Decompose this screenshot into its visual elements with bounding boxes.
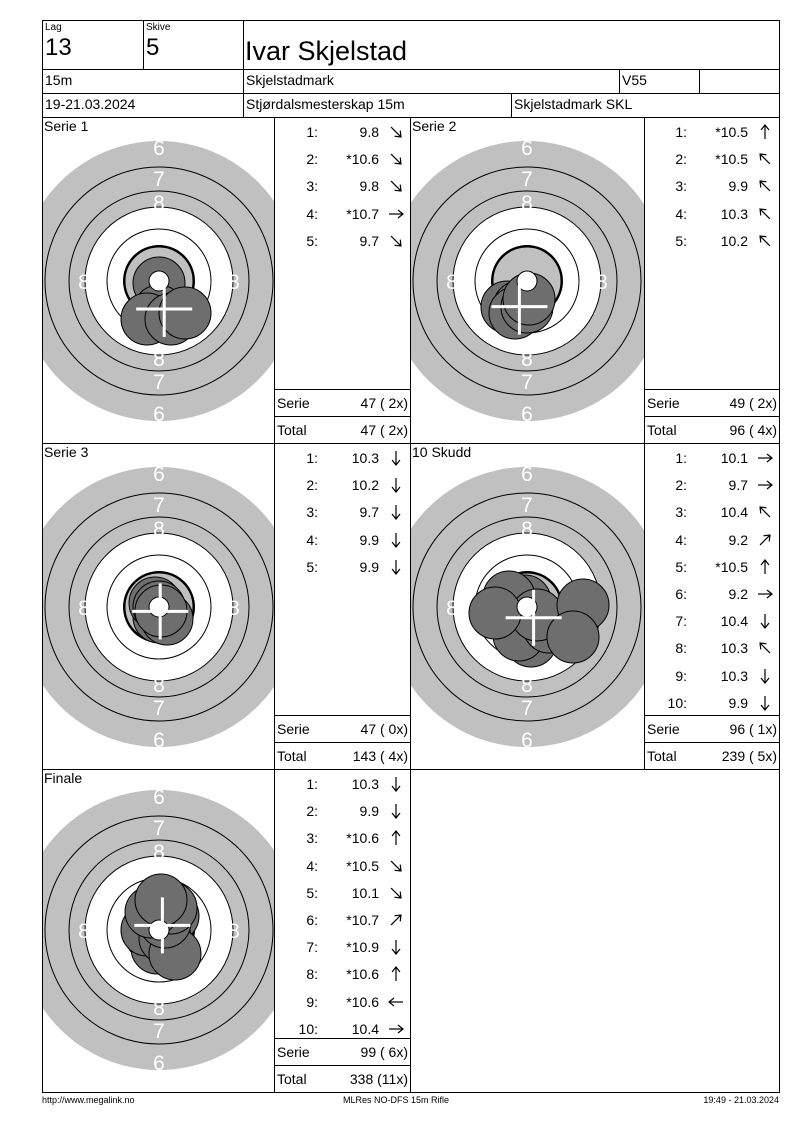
shot-number: 4: [306, 205, 318, 222]
direction-arrow-icon [386, 557, 406, 577]
footer-timestamp: 19:49 - 21.03.2024 [703, 1095, 779, 1105]
shot-number: 3: [675, 504, 687, 521]
target-diagram [411, 118, 645, 444]
direction-arrow-icon [386, 992, 406, 1012]
shot-list-serie-1 [274, 117, 411, 444]
direction-arrow-icon [386, 801, 406, 821]
series-sum-value: 49 ( 2x) [729, 395, 777, 411]
ring-label: 8 [153, 674, 165, 697]
shot-number: 1: [306, 776, 318, 792]
center-dot [149, 920, 169, 940]
series-sum-label: Serie [277, 721, 310, 737]
direction-arrow-icon [386, 204, 406, 224]
series-total-value: 143 ( 4x) [352, 748, 408, 764]
target-10-skudd [410, 443, 645, 770]
direction-arrow-icon [386, 774, 406, 794]
direction-arrow-icon [386, 149, 406, 169]
event: Stjørdalsmesterskap 15m [246, 96, 405, 112]
shot-list-serie-3 [274, 443, 411, 770]
shot-value: 10.4 [720, 504, 748, 521]
shot-row [645, 228, 779, 254]
shot-value: 10.4 [720, 613, 748, 630]
shot-value: 9.9 [728, 694, 748, 711]
shot-value: *10.5 [715, 124, 748, 140]
series-sum-value: 47 ( 0x) [360, 721, 408, 737]
series-title: Serie 1 [44, 118, 89, 134]
series-sum-label: Serie [647, 721, 680, 737]
direction-arrow-icon [386, 828, 406, 848]
ring-label: 6 [153, 729, 165, 752]
direction-arrow-icon [386, 856, 406, 876]
ring-label: 8 [446, 597, 458, 620]
series-total [275, 1065, 410, 1093]
shot-number: 7: [306, 939, 318, 956]
shot-value: 10.1 [720, 450, 748, 466]
distance: 15m [45, 72, 73, 88]
shot-value: 9.9 [359, 558, 379, 575]
shot-number: 4: [675, 205, 687, 222]
ring-label: 6 [521, 137, 533, 160]
direction-arrow-icon [755, 502, 775, 522]
direction-arrow-icon [755, 611, 775, 631]
shot-row [275, 853, 410, 879]
series-sum [275, 389, 410, 417]
date: 19-21.03.2024 [45, 96, 136, 112]
series-total-label: Total [277, 422, 307, 438]
direction-arrow-icon [755, 149, 775, 169]
ring-label: 8 [228, 597, 240, 620]
ring-label: 7 [153, 494, 165, 517]
shot-value: 10.3 [720, 667, 748, 684]
series-sum-value: 47 ( 2x) [360, 395, 408, 411]
ring-label: 8 [228, 920, 240, 943]
shot-value: 10.3 [351, 450, 379, 466]
shot-number: 9: [675, 667, 687, 684]
shot-row [275, 798, 410, 824]
class: V55 [622, 72, 647, 88]
shot-row [645, 499, 779, 525]
shot-row [645, 119, 779, 145]
series-total [645, 416, 779, 444]
lag-label: Lag [45, 22, 62, 33]
direction-arrow-icon [755, 557, 775, 577]
ring-label: 6 [153, 403, 165, 426]
ring-label: 8 [596, 271, 608, 294]
shot-row [645, 581, 779, 607]
shot-number: 8: [675, 640, 687, 657]
shot-value: *10.7 [346, 912, 379, 928]
shot-number: 5: [306, 232, 318, 249]
direction-arrow-icon [386, 883, 406, 903]
shot-number: 5: [306, 558, 318, 575]
target-diagram [411, 444, 645, 770]
shot-number: 2: [675, 477, 687, 494]
series-title: Serie 3 [44, 444, 89, 460]
shot-value: 9.2 [728, 531, 748, 548]
footer-software: MLRes NO-DFS 15m Rifle [343, 1095, 450, 1105]
shot-value: 9.2 [728, 586, 748, 602]
shot-number: 3: [306, 830, 318, 847]
series-sum [275, 1038, 410, 1066]
target-serie-3 [42, 443, 275, 770]
shot-row [275, 119, 410, 145]
event-cell [243, 93, 512, 118]
ring-label: 7 [521, 371, 533, 394]
lag-value: 13 [45, 34, 72, 61]
series-total-value: 239 ( 5x) [721, 748, 777, 764]
ring-label: 8 [78, 597, 90, 620]
target-serie-1 [42, 117, 275, 444]
series-title: 10 Skudd [412, 444, 472, 460]
ring-label: 8 [78, 271, 90, 294]
shot-number: 2: [675, 151, 687, 168]
skive-cell [143, 20, 244, 70]
target-finale [42, 769, 275, 1093]
shot-row [645, 472, 779, 498]
target-diagram [43, 444, 275, 770]
shot-list-10-skudd [644, 443, 780, 770]
shot-number: 7: [675, 613, 687, 630]
direction-arrow-icon [755, 530, 775, 550]
series-total-label: Total [647, 422, 677, 438]
shot-number: 9: [306, 993, 318, 1010]
shot-value: *10.5 [346, 857, 379, 874]
shot-row [645, 635, 779, 661]
shot-number: 2: [306, 151, 318, 168]
ring-label: 8 [78, 920, 90, 943]
shooter-name: Ivar Skjelstad [245, 36, 408, 66]
ring-label: 7 [521, 697, 533, 720]
ring-label: 7 [153, 1020, 165, 1043]
blank-cell [699, 69, 780, 94]
shot-list-serie-2 [644, 117, 780, 444]
shot-value: 10.2 [720, 232, 748, 249]
shot-number: 3: [306, 178, 318, 195]
series-sum-value: 96 ( 1x) [729, 721, 777, 737]
direction-arrow-icon [386, 475, 406, 495]
series-total [275, 416, 410, 444]
target-diagram [43, 118, 275, 444]
shot-row [275, 228, 410, 254]
shot-row [645, 608, 779, 634]
shot-value: 9.9 [359, 803, 379, 820]
ring-label: 8 [521, 348, 533, 371]
direction-arrow-icon [755, 638, 775, 658]
shot-row [275, 499, 410, 525]
direction-arrow-icon [386, 964, 406, 984]
shot-number: 1: [306, 450, 318, 466]
shot-value: 9.7 [359, 504, 379, 521]
series-sum-label: Serie [277, 1044, 310, 1060]
series-total-label: Total [277, 1071, 307, 1087]
shot-number: 3: [306, 504, 318, 521]
series-total-label: Total [647, 748, 677, 764]
ring-label: 8 [153, 518, 165, 541]
direction-arrow-icon [755, 204, 775, 224]
shot-row [275, 825, 410, 851]
ring-label: 8 [521, 192, 533, 215]
club-cell [243, 69, 620, 94]
shot-number: 2: [306, 803, 318, 820]
direction-arrow-icon [386, 910, 406, 930]
shot-row [275, 527, 410, 553]
footer-url: http://www.megalink.no [42, 1095, 135, 1105]
empty-area [410, 769, 780, 1093]
shot-row [275, 989, 410, 1015]
shot-row [275, 554, 410, 580]
ring-label: 6 [153, 786, 165, 809]
shot-row [275, 146, 410, 172]
series-sum-value: 99 ( 6x) [360, 1044, 408, 1060]
organizer-cell [511, 93, 780, 118]
ring-label: 8 [153, 841, 165, 864]
shot-value: 10.3 [720, 205, 748, 222]
shot-row [275, 771, 410, 797]
hit-marker [159, 287, 211, 339]
series-title: Serie 2 [412, 118, 457, 134]
shot-value: *10.6 [346, 151, 379, 168]
series-sum-label: Serie [647, 395, 680, 411]
series-sum [645, 715, 779, 743]
ring-label: 7 [153, 168, 165, 191]
direction-arrow-icon [386, 937, 406, 957]
shot-value: 9.9 [359, 531, 379, 548]
ring-label: 8 [446, 271, 458, 294]
shot-value: *10.5 [715, 558, 748, 575]
shot-number: 5: [675, 232, 687, 249]
direction-arrow-icon [386, 448, 406, 468]
shot-number: 6: [306, 912, 318, 928]
shot-value: 10.3 [720, 640, 748, 657]
shot-value: 9.7 [728, 477, 748, 494]
shot-number: 1: [306, 124, 318, 140]
direction-arrow-icon [386, 502, 406, 522]
ring-label: 7 [521, 168, 533, 191]
shot-list-finale [274, 769, 411, 1093]
ring-label: 6 [153, 463, 165, 486]
shot-number: 4: [306, 857, 318, 874]
direction-arrow-icon [755, 475, 775, 495]
series-total [645, 742, 779, 770]
shooter-cell [243, 20, 780, 70]
shot-number: 1: [675, 124, 687, 140]
shot-row [275, 472, 410, 498]
ring-label: 8 [153, 192, 165, 215]
series-total [275, 742, 410, 770]
shot-number: 4: [675, 531, 687, 548]
series-sum [275, 715, 410, 743]
shot-row [275, 201, 410, 227]
ring-label: 7 [153, 697, 165, 720]
shot-value: 10.3 [351, 776, 379, 792]
shot-value: *10.7 [346, 205, 379, 222]
distance-cell [42, 69, 244, 94]
shot-value: *10.5 [715, 151, 748, 168]
shot-value: *10.6 [346, 830, 379, 847]
ring-label: 7 [153, 371, 165, 394]
direction-arrow-icon [755, 231, 775, 251]
shot-value: 10.1 [351, 884, 379, 901]
direction-arrow-icon [755, 448, 775, 468]
shot-value: 9.8 [359, 178, 379, 195]
direction-arrow-icon [386, 176, 406, 196]
shot-row [275, 907, 410, 933]
shot-row [645, 554, 779, 580]
series-total-value: 96 ( 4x) [729, 422, 777, 438]
shot-row [275, 173, 410, 199]
ring-label: 8 [521, 518, 533, 541]
series-sum-label: Serie [277, 395, 310, 411]
shot-value: 10.2 [351, 477, 379, 494]
shot-number: 3: [675, 178, 687, 195]
shot-value: *10.6 [346, 966, 379, 983]
shot-row [645, 527, 779, 553]
ring-label: 8 [153, 997, 165, 1020]
series-total-value: 338 (11x) [349, 1071, 408, 1087]
skive-value: 5 [146, 34, 160, 61]
shot-row [645, 146, 779, 172]
series-total-value: 47 ( 2x) [360, 422, 408, 438]
shot-number: 5: [306, 884, 318, 901]
series-total-label: Total [277, 748, 307, 764]
direction-arrow-icon [755, 176, 775, 196]
direction-arrow-icon [386, 1019, 406, 1039]
organizer: Skjelstadmark SKL [514, 96, 633, 112]
class-cell [619, 69, 700, 94]
shot-number: 10: [667, 694, 687, 711]
ring-label: 6 [153, 137, 165, 160]
shot-row [275, 880, 410, 906]
ring-label: 8 [521, 674, 533, 697]
shot-row [275, 934, 410, 960]
ring-label: 8 [228, 271, 240, 294]
shot-row [275, 445, 410, 471]
shot-value: 9.8 [359, 124, 379, 140]
shot-number: 5: [675, 558, 687, 575]
club: Skjelstadmark [246, 72, 334, 88]
shot-row [645, 173, 779, 199]
shot-number: 8: [306, 966, 318, 983]
shot-row [645, 690, 779, 716]
shot-row [645, 445, 779, 471]
ring-label: 7 [153, 817, 165, 840]
direction-arrow-icon [386, 231, 406, 251]
ring-label: 7 [521, 494, 533, 517]
shot-row [645, 663, 779, 689]
shot-row [645, 201, 779, 227]
hit-marker [469, 587, 521, 639]
shot-number: 2: [306, 477, 318, 494]
ring-label: 8 [153, 348, 165, 371]
lag-cell [42, 20, 144, 70]
direction-arrow-icon [755, 693, 775, 713]
series-sum [645, 389, 779, 417]
target-diagram [43, 770, 275, 1093]
date-cell [42, 93, 244, 118]
direction-arrow-icon [755, 584, 775, 604]
ring-label: 6 [521, 729, 533, 752]
shot-row [275, 961, 410, 987]
skive-label: Skive [146, 22, 171, 33]
shot-number: 10: [298, 1020, 318, 1037]
series-title: Finale [44, 770, 83, 786]
center-dot [149, 271, 169, 291]
shot-value: *10.9 [346, 939, 379, 956]
direction-arrow-icon [386, 530, 406, 550]
ring-label: 6 [153, 1052, 165, 1075]
shot-value: *10.6 [346, 993, 379, 1010]
ring-label: 6 [521, 463, 533, 486]
shot-number: 1: [675, 450, 687, 466]
shot-number: 6: [675, 586, 687, 602]
target-serie-2 [410, 117, 645, 444]
shot-number: 4: [306, 531, 318, 548]
shot-value: 10.4 [351, 1020, 379, 1037]
direction-arrow-icon [755, 122, 775, 142]
shot-value: 9.7 [359, 232, 379, 249]
shot-value: 9.9 [728, 178, 748, 195]
direction-arrow-icon [386, 122, 406, 142]
ring-label: 6 [521, 403, 533, 426]
direction-arrow-icon [755, 666, 775, 686]
